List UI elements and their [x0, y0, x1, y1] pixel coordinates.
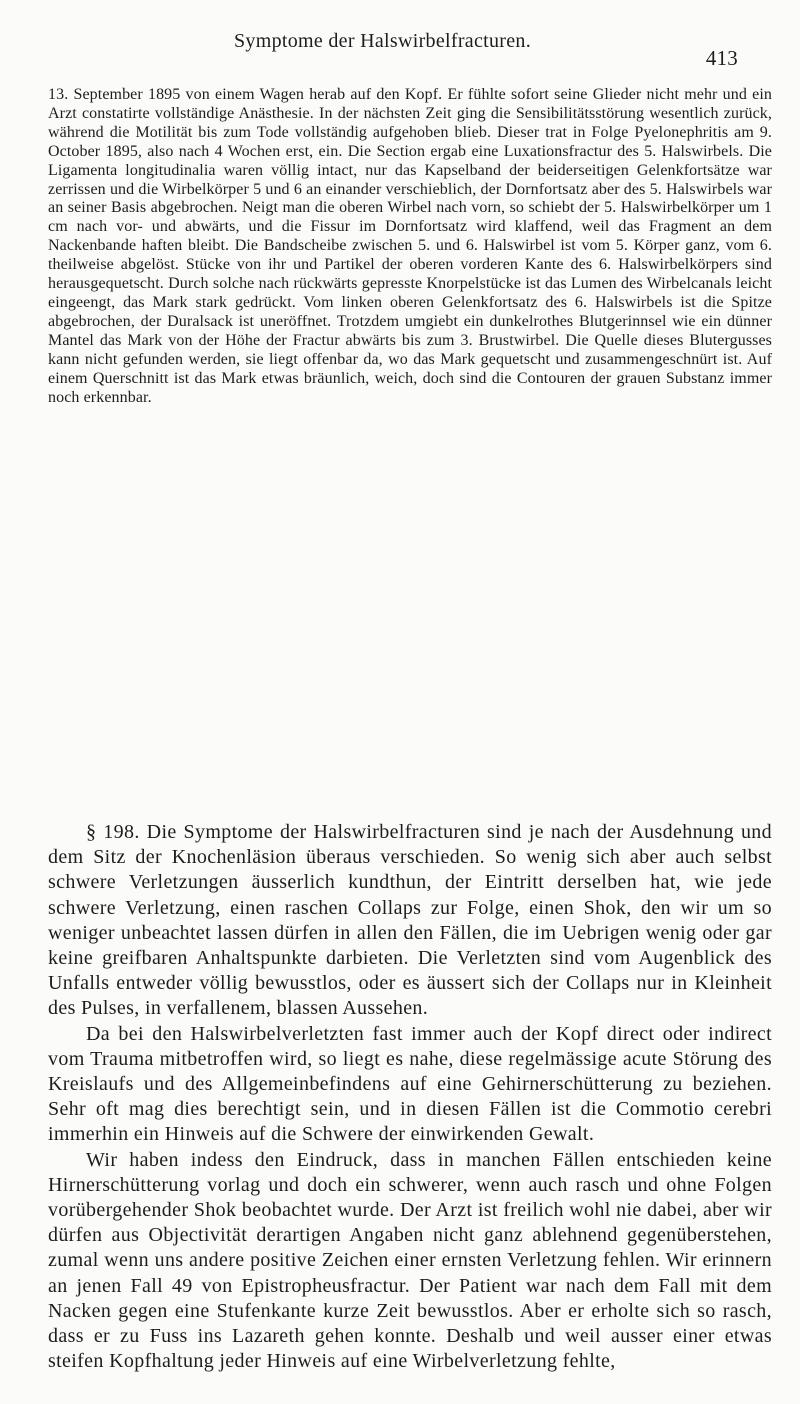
section-198 — [48, 820, 772, 1374]
case-report-paragraph: 13. September 1895 von einem Wagen herab auf den Kopf. Er fühlte sofort seine Glieder nicht mehr und ein Arzt constatirte vollständige Anästhesie. In der nächsten Zeit ging die Sensibilitätsstörung wesentlich zurück, während die Motilität bis zum Tode vollständig aufgehoben blieb. Dieser trat in Folge Pyelonephritis am 9. October 1895, also nach 4 Wochen erst, ein. Die Section ergab eine Luxationsfractur des 5. Halswirbels. Die Ligamenta longitudinalia waren völlig intact, nur das Kapselband der beiderseitigen Gelenkfortsätze war zerrissen und die Wirbelkörper 5 und 6 an einander verschieblich, der Dornfortsatz aber des 5. Halswirbels war an seiner Basis abgebrochen. Neigt man die oberen Wirbel nach vorn, so schiebt der 5. Halswirbelkörper um 1 cm nach vor- und abwärts, und die Fissur im Dornfortsatz wird klaffend, weil das Fragment an dem Nackenbande haften bleibt. Die Bandscheibe zwischen 5. und 6. Halswirbel ist vom 5. Körper ganz, vom 6. theilweise abgelöst. Stücke von ihr und Partikel der oberen vorderen Kante des 6. Halswirbelkörpers sind herausgequetscht. Durch solche nach rückwärts gepresste Knorpelstücke ist das Lumen des Wirbelcanals leicht eingeengt, das Mark stark gedrückt. Vom linken oberen Gelenkfortsatz des 6. Halswirbels ist die Spitze abgebrochen, der Duralsack ist uneröffnet. Trotzdem umgiebt ein dunkelrothes Blutgerinnsel wie ein dünner Mantel das Mark von der Höhe der Fractur abwärts bis zum 3. Brustwirbel. Die Quelle dieses Blutergusses kann nicht gefunden werden, sie liegt offenbar da, wo das Mark gequetscht und zusammengeschnürt ist. Auf einem Querschnitt ist das Mark etwas bräunlich, weich, doch sind die Contouren der grauen Substanz immer noch erkennbar. — [48, 86, 772, 406]
running-head — [178, 30, 738, 70]
section-paragraph-2: Da bei den Halswirbelverletzten fast immer auch der Kopf direct oder indirect vom Trauma mitbetroffen wird, so liegt es nahe, diese regelmässige acute Störung des Kreislaufs und des Allgemeinbefindens auf eine Gehirnerschütterung zu beziehen. Sehr oft mag dies berechtigt sein, und in diesen Fällen ist die Commotio cerebri immerhin ein Hinweis auf die Schwere der einwirkenden Gewalt. — [48, 1022, 772, 1146]
running-title: Symptome der Halswirbelfracturen. — [234, 30, 532, 52]
section-paragraph-1: § 198. Die Symptome der Halswirbelfracturen sind je nach der Ausdehnung und dem Sitz der Knochenläsion überaus verschieden. So wenig sich aber auch selbst schwere Verletzungen äusserlich kundthun, der Eintritt derselben hat, wie jede schwere Verletzung, einen raschen Collaps zur Folge, einen Shok, den wir um so weniger unbeachtet lassen dürfen in allen den Fällen, die im Uebrigen wenig oder gar keine greifbaren Anhaltspunkte darbieten. Die Verletzten sind vom Augenblick des Unfalls entweder völlig bewusstlos, oder es äussert sich der Collaps nur in Kleinheit des Pulses, in verfallenem, blassen Aussehen. — [48, 821, 772, 1020]
section-paragraph-3: Wir haben indess den Eindruck, dass in manchen Fällen entschieden keine Hirnerschütterung vorlag und doch ein schwerer, wenn auch rasch und ohne Folgen vorübergehender Shok beobachtet wurde. Der Arzt ist freilich wohl nie dabei, aber wir dürfen aus Objectivität derartigen Angaben nicht ganz ablehnend gegenüberstehen, zumal wenn uns andere positive Zeichen einer ernsten Verletzung fehlen. Wir erinnern an jenen Fall 49 von Epistropheusfractur. Der Patient war nach dem Fall mit dem Nacken gegen eine Stufenkante kurze Zeit bewusstlos. Aber er erholte sich so rasch, dass er zu Fuss ins Lazareth gehen konnte. Deshalb und weil ausser einer etwas steifen Kopfhaltung jeder Hinweis auf eine Wirbelverletzung fehlte, — [48, 1148, 772, 1373]
page-number: 413 — [705, 46, 738, 70]
